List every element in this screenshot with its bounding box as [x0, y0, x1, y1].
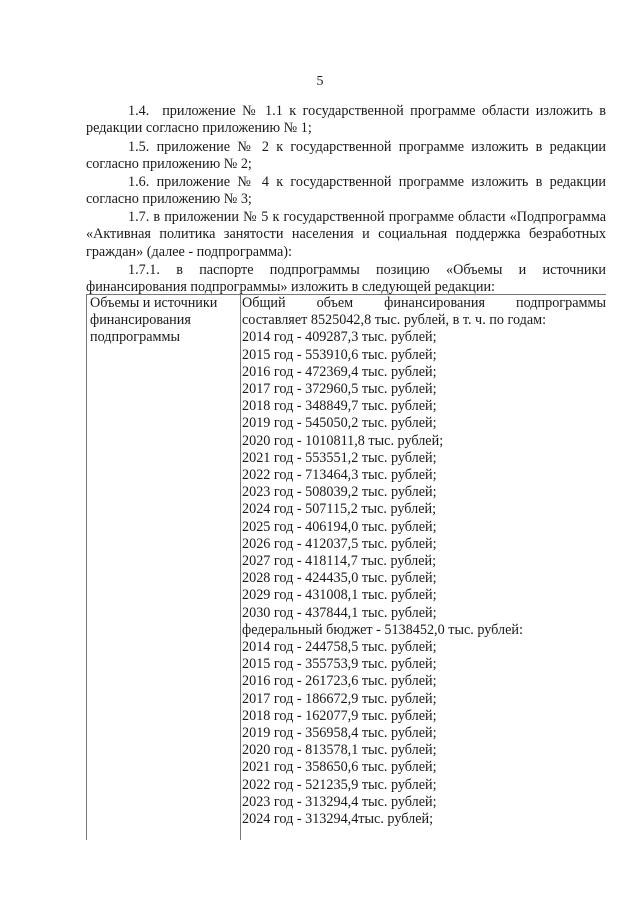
paragraph-num: 1.7.1. [128, 262, 160, 278]
federal-year-amount-line: 2022 год - 521235,9 тыс. рублей; [242, 776, 437, 793]
year-amount-line: 2020 год - 1010811,8 тыс. рублей; [242, 432, 444, 449]
paragraph-num: 1.4. [128, 103, 150, 119]
paragraph-text: приложение № 2 к государственной программе изложить в редакции согласно приложению № 2; [86, 139, 607, 173]
federal-year-amount-line: 2024 год - 313294,4тыс. рублей; [242, 811, 434, 828]
page-number: 5 [316, 74, 324, 89]
left-cell-line: подпрограммы [90, 329, 180, 346]
table-left-cell [86, 295, 241, 840]
federal-year-amount-line: 2020 год - 813578,1 тыс. рублей; [242, 742, 437, 759]
year-amount-line: 2023 год - 508039,2 тыс. рублей; [242, 484, 437, 501]
funding-intro-line: составляет 8525042,8 тыс. рублей, в т. ч. по годам: [242, 312, 547, 329]
paragraph-1-5 [86, 139, 606, 174]
left-cell-line: Объемы и источники [90, 295, 218, 311]
year-amount-line: 2030 год - 437844,1 тыс. рублей; [242, 604, 437, 621]
paragraph-text: приложение № 4 к государственной программе изложить в редакции согласно приложению № 3; [86, 174, 607, 208]
paragraph-1-7 [86, 209, 606, 261]
federal-budget-line: федеральный бюджет - 5138452,0 тыс. рублей: [242, 621, 523, 638]
year-amount-line: 2018 год - 348849,7 тыс. рублей; [242, 398, 437, 415]
year-amount-line: 2016 год - 472369,4 тыс. рублей; [242, 363, 437, 380]
federal-year-amount-line: 2015 год - 355753,9 тыс. рублей; [242, 656, 437, 673]
paragraph-1-6 [86, 174, 606, 209]
year-amount-line: 2021 год - 553551,2 тыс. рублей; [242, 449, 437, 466]
year-amount-line: 2017 год - 372960,5 тыс. рублей; [242, 381, 437, 398]
year-amount-line: 2029 год - 431008,1 тыс. рублей; [242, 587, 437, 604]
year-amount-line: 2022 год - 713464,3 тыс. рублей; [242, 467, 437, 484]
paragraph-num: 1.6. [128, 174, 150, 190]
paragraph-text: приложение № 1.1 к государственной программе области изложить в редакции согласно приложению № 1; [86, 103, 606, 137]
year-amount-line: 2025 год - 406194,0 тыс. рублей; [242, 518, 437, 535]
year-amount-line: 2026 год - 412037,5 тыс. рублей; [242, 535, 437, 552]
year-amount-line: 2027 год - 418114,7 тыс. рублей; [242, 553, 437, 570]
year-amount-line: 2019 год - 545050,2 тыс. рублей; [242, 415, 437, 432]
federal-by-year-list [242, 639, 606, 828]
total-by-year-list [242, 329, 606, 621]
funding-intro-line: Общий объем финансирования подпрограммы [242, 295, 606, 311]
federal-year-amount-line: 2023 год - 313294,4 тыс. рублей; [242, 793, 437, 810]
federal-year-amount-line: 2021 год - 358650,6 тыс. рублей; [242, 759, 437, 776]
table-right-cell [240, 295, 606, 828]
year-amount-line: 2028 год - 424435,0 тыс. рублей; [242, 570, 437, 587]
federal-year-amount-line: 2016 год - 261723,6 тыс. рублей; [242, 673, 437, 690]
federal-year-amount-line: 2014 год - 244758,5 тыс. рублей; [242, 639, 437, 656]
year-amount-line: 2015 год - 553910,6 тыс. рублей; [242, 346, 437, 363]
federal-year-amount-line: 2019 год - 356958,4 тыс. рублей; [242, 725, 437, 742]
year-amount-line: 2014 год - 409287,3 тыс. рублей; [242, 329, 437, 346]
federal-year-amount-line: 2018 год - 162077,9 тыс. рублей; [242, 707, 437, 724]
paragraph-text: в паспорте подпрограммы позицию «Объемы и источники финансирования подпрограммы» изложить в следующей редакции: [86, 262, 606, 296]
paragraph-1-7-1 [86, 262, 606, 297]
paragraph-num: 1.7. [128, 209, 150, 225]
year-amount-line: 2024 год - 507115,2 тыс. рублей; [242, 501, 437, 518]
left-cell-line: финансирования [90, 312, 191, 329]
federal-year-amount-line: 2017 год - 186672,9 тыс. рублей; [242, 690, 437, 707]
paragraph-1-4 [86, 103, 606, 138]
paragraph-num: 1.5. [128, 139, 150, 155]
paragraph-text: в приложении № 5 к государственной программе области «Подпрограмма «Активная политика занятости населения и социальная поддержка безработных граждан» (далее - подпрограмма): [86, 209, 606, 260]
